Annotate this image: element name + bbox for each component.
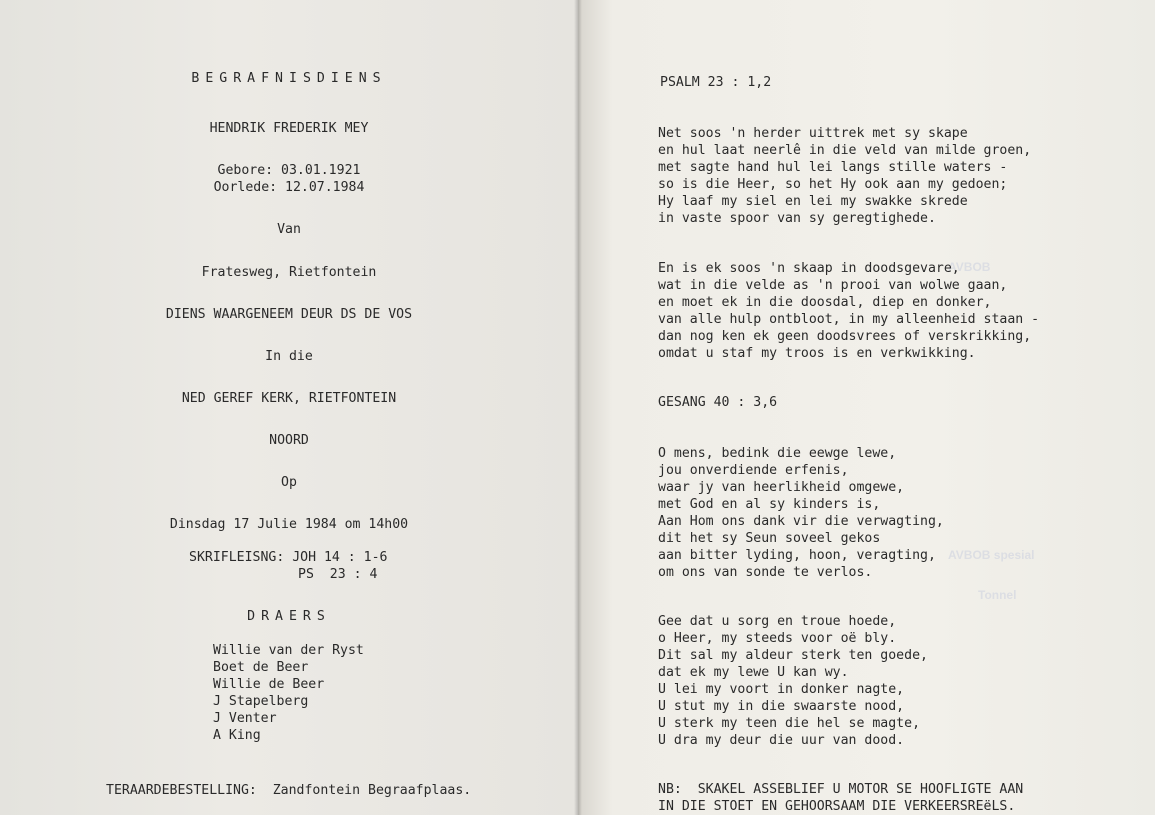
psalm-title: PSALM 23 : 1,2 [660, 75, 772, 90]
verse-line: dit het sy Seun soveel gekos [658, 531, 881, 546]
bearer: Willie van der Ryst [213, 643, 364, 658]
verse-line: en hul laat neerlê in die veld van milde groen, [658, 143, 1032, 158]
service-date: Dinsdag 17 Julie 1984 om 14h00 [169, 517, 409, 532]
verse-line: met sagte hand hul lei langs stille waters - [658, 160, 1008, 175]
bearer: A King [213, 728, 261, 743]
gesang-title: GESANG 40 : 3,6 [658, 395, 778, 410]
verse-line: dan nog ken ek geen doodsvrees of verskrikking, [658, 329, 1032, 344]
bleed-through-text: AVBOB [948, 260, 991, 274]
page-fold [574, 0, 582, 815]
bearers-heading: DRAERS [247, 609, 331, 624]
verse-line: Gee dat u sorg en troue hoede, [658, 614, 897, 629]
verse-line: omdat u staf my troos is en verkwikking. [658, 346, 976, 361]
verse-line: U dra my deur die uur van dood. [658, 733, 905, 748]
verse-line: Aan Hom ons dank vir die verwagting, [658, 514, 944, 529]
in-die-label: In die [265, 349, 313, 364]
bearer: J Venter [213, 711, 277, 726]
verse-line: van alle hulp ontbloot, in my alleenheid staan - [658, 312, 1040, 327]
verse-line: so is die Heer, so het Hy ook aan my gedoen; [658, 177, 1008, 192]
bleed-through-text: Tonnel [978, 588, 1017, 602]
verse-line: dat ek my lewe U kan wy. [658, 665, 849, 680]
verse-line: U lei my voort in donker nagte, [658, 682, 905, 697]
scripture-reading-2: PS 23 : 4 [298, 567, 378, 582]
traffic-note: IN DIE STOET EN GEHOORSAAM DIE VERKEERSREëLS. [658, 799, 1016, 814]
verse-line: jou onverdiende erfenis, [658, 463, 849, 478]
verse-line: en moet ek in die doosdal, diep en donker, [658, 295, 992, 310]
scripture-reading-1: SKRIFLEISNG: JOH 14 : 1-6 [189, 550, 388, 565]
address: Fratesweg, Rietfontein [201, 265, 377, 280]
burial-place: TERAARDEBESTELLING: Zandfontein Begraafplaas. [106, 783, 472, 798]
bearer: Willie de Beer [213, 677, 325, 692]
verse-line: o Heer, my steeds voor oë bly. [658, 631, 897, 646]
verse-line: U sterk my teen die hel se magte, [658, 716, 921, 731]
died-date: Oorlede: 12.07.1984 [213, 180, 365, 195]
bearer: Boet de Beer [213, 660, 309, 675]
verse-line: wat in die velde as 'n prooi van wolwe gaan, [658, 278, 1008, 293]
verse-line: O mens, bedink die eewge lewe, [658, 446, 897, 461]
van-label: Van [277, 222, 301, 237]
traffic-note: NB: SKAKEL ASSEBLIEF U MOTOR SE HOOFLIGTE AAN [658, 782, 1024, 797]
verse-line: U stut my in die swaarste nood, [658, 699, 905, 714]
verse-line: om ons van sonde te verlos. [658, 565, 873, 580]
church: NED GEREF KERK, RIETFONTEIN [181, 391, 397, 406]
verse-line: Dit sal my aldeur sterk ten goede, [658, 648, 928, 663]
verse-line: in vaste spoor van sy geregtighede. [658, 211, 936, 226]
bleed-through-text: AVBOB spesial [948, 548, 1035, 562]
service-by: DIENS WAARGENEEM DEUR DS DE VOS [165, 307, 413, 322]
verse-line: waar jy van heerlikheid omgewe, [658, 480, 905, 495]
verse-line: Hy laaf my siel en lei my swakke skrede [658, 194, 968, 209]
verse-line: Net soos 'n herder uittrek met sy skape [658, 126, 968, 141]
verse-line: met God en al sy kinders is, [658, 497, 881, 512]
heading: BEGRAFNISDIENS [191, 71, 387, 86]
right-page [578, 0, 1155, 815]
born-date: Gebore: 03.01.1921 [217, 163, 361, 178]
church-line2: NOORD [269, 433, 309, 448]
bearer: J Stapelberg [213, 694, 309, 709]
verse-line: En is ek soos 'n skaap in doodsgevare, [658, 261, 960, 276]
deceased-name: HENDRIK FREDERIK MEY [209, 121, 369, 136]
verse-line: aan bitter lyding, hoon, veragting, [658, 548, 936, 563]
op-label: Op [281, 475, 297, 490]
